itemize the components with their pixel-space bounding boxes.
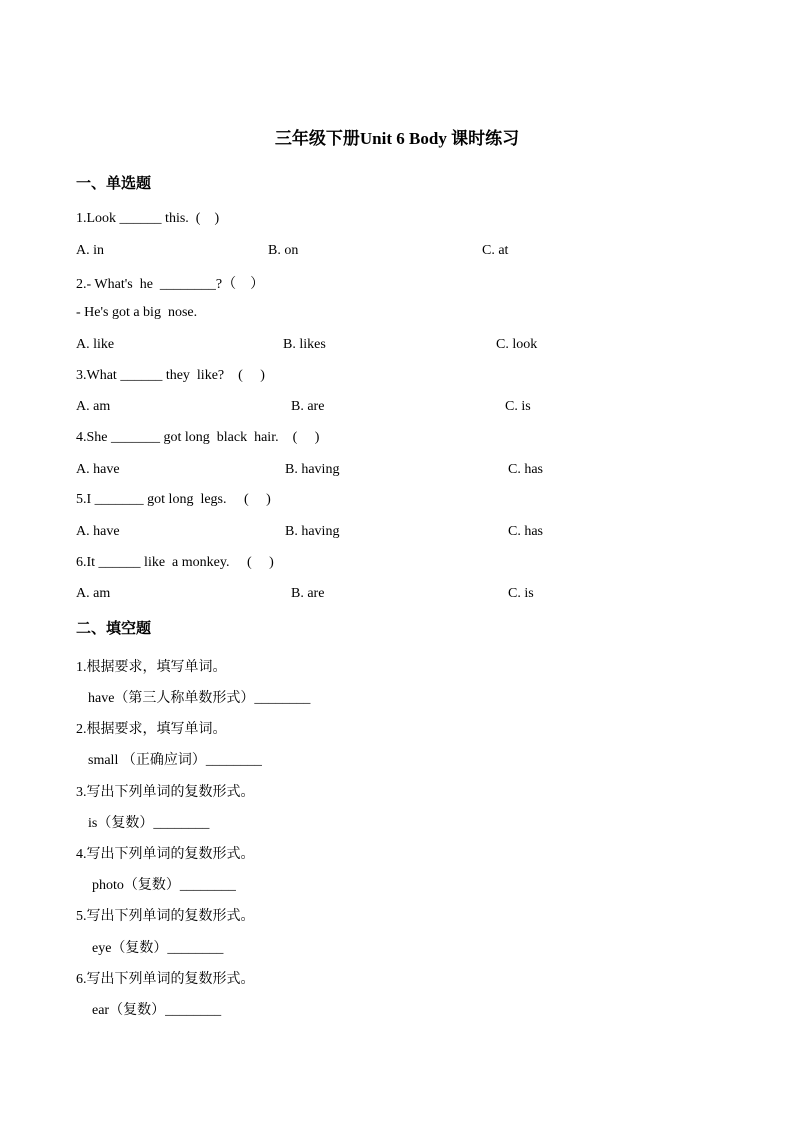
question-stem: 2.- What's he ________?（ ） — [76, 277, 265, 292]
fill-prompt: 4.写出下列单词的复数形式。 — [76, 847, 255, 862]
option-b: B. having — [285, 462, 340, 477]
fill-prompt: 5.写出下列单词的复数形式。 — [76, 909, 255, 924]
option-a: A. have — [76, 462, 120, 477]
question-stem: 3.What ______ they like? ( ) — [76, 368, 265, 383]
question-stem: 4.She _______ got long black hair. ( ) — [76, 430, 320, 445]
fill-answer-line: small （正确应词）________ — [88, 753, 262, 768]
option-b: B. on — [268, 243, 299, 258]
option-b: B. likes — [283, 337, 326, 352]
question-stem: 6.It ______ like a monkey. ( ) — [76, 555, 274, 570]
fill-prompt: 6.写出下列单词的复数形式。 — [76, 972, 255, 987]
fill-answer-line: have（第三人称单数形式）________ — [88, 691, 311, 706]
question-subline: - He's got a big nose. — [76, 305, 198, 320]
option-c: C. at — [482, 243, 509, 258]
page-title: 三年级下册Unit 6 Body 课时练习 — [274, 129, 520, 148]
option-c: C. has — [508, 524, 543, 539]
option-b: B. are — [291, 399, 325, 414]
fill-answer-line: is（复数）________ — [88, 816, 210, 831]
section-heading-fill-in: 二、填空题 — [76, 621, 152, 637]
fill-answer-line: ear（复数）________ — [92, 1003, 222, 1018]
question-stem: 5.I _______ got long legs. ( ) — [76, 492, 271, 507]
fill-answer-line: eye（复数）________ — [92, 941, 224, 956]
question-stem: 1.Look ______ this. ( ) — [76, 211, 220, 226]
option-c: C. has — [508, 462, 543, 477]
option-b: B. are — [291, 586, 325, 601]
option-c: C. look — [496, 337, 538, 352]
section-heading-single-choice: 一、单选题 — [76, 176, 152, 192]
fill-answer-line: photo（复数）________ — [92, 878, 236, 893]
option-c: C. is — [505, 399, 531, 414]
option-b: B. having — [285, 524, 340, 539]
fill-prompt: 3.写出下列单词的复数形式。 — [76, 785, 255, 800]
option-a: A. in — [76, 243, 104, 258]
option-a: A. have — [76, 524, 120, 539]
option-a: A. like — [76, 337, 115, 352]
option-c: C. is — [508, 586, 534, 601]
option-a: A. am — [76, 586, 111, 601]
fill-prompt: 2.根据要求，填写单词。 — [76, 722, 227, 737]
option-a: A. am — [76, 399, 111, 414]
fill-prompt: 1.根据要求，填写单词。 — [76, 660, 227, 675]
